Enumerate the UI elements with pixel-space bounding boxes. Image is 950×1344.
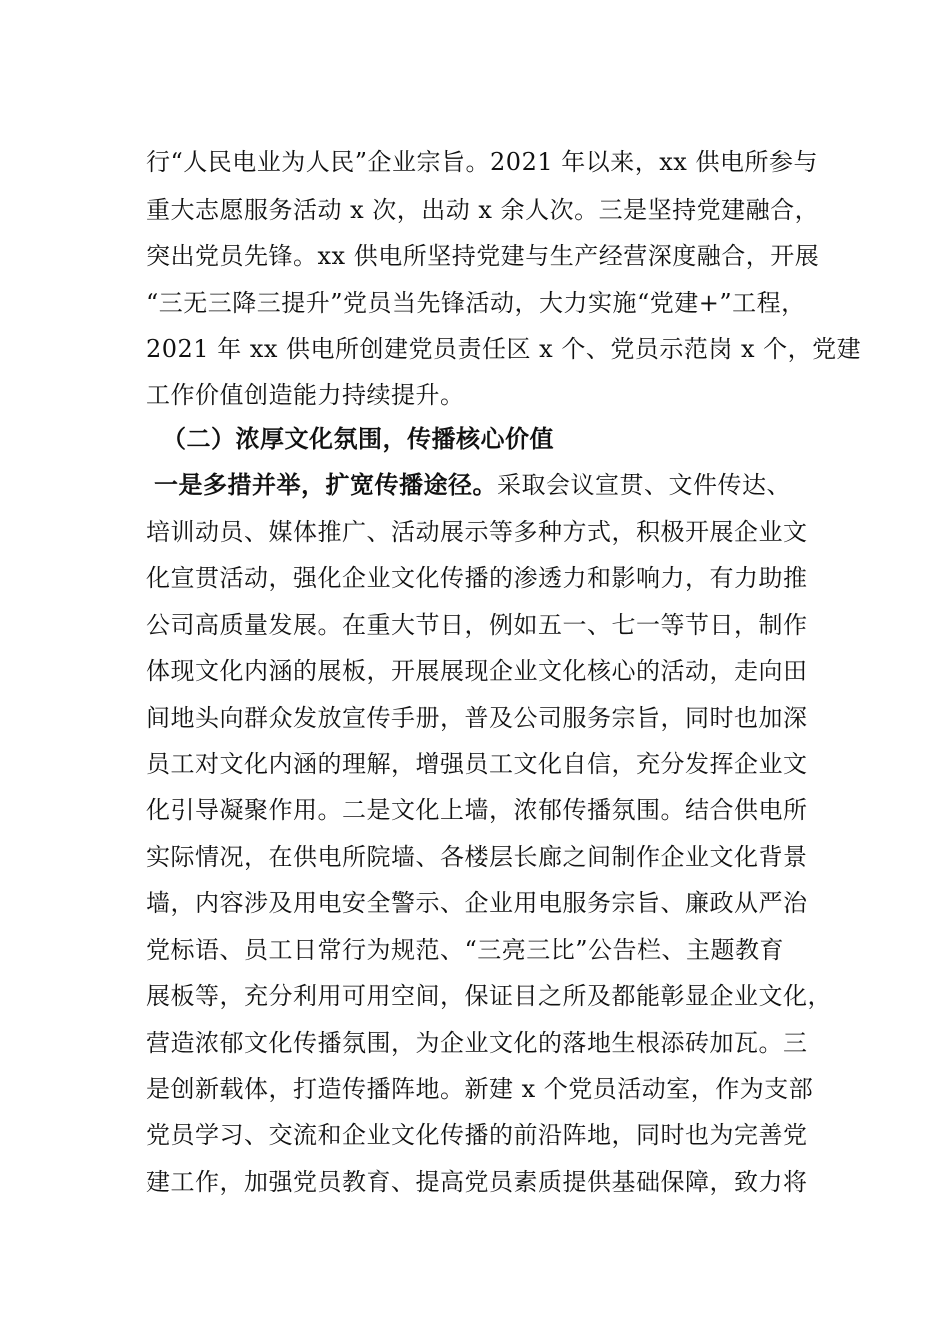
paragraph-line: 实际情况，在供电所院墙、各楼层长廊之间制作企业文化背景: [146, 843, 808, 871]
paragraph-first-line: [154, 470, 950, 500]
paragraph-line: 营造浓郁文化传播氛围，为企业文化的落地生根添砖加瓦。三: [146, 1029, 808, 1057]
paragraph-line: 展板等，充分利用可用空间，保证目之所及都能彰显企业文化，: [146, 982, 832, 1010]
paragraph-line: 建工作，加强党员教育、提高党员素质提供基础保障，致力将: [146, 1168, 808, 1196]
paragraph-line: 间地头向群众发放宣传手册，普及公司服务宗旨，同时也加深: [146, 704, 808, 732]
text-line-2: 重大志愿服务活动 x 次，出动 x 余人次。三是坚持党建融合，: [146, 196, 820, 224]
paragraph-line: 公司高质量发展。在重大节日，例如五一、七一等节日，制作: [146, 611, 808, 639]
paragraph-line: 培训动员、媒体推广、活动展示等多种方式，积极开展企业文: [146, 518, 808, 546]
paragraph-line: 体现文化内涵的展板，开展展现企业文化核心的活动，走向田: [146, 657, 808, 685]
paragraph-first-rest: 采取会议宣贯、文件传达、: [497, 471, 791, 499]
text-line-3: 突出党员先锋。xx 供电所坚持党建与生产经营深度融合，开展: [146, 242, 820, 270]
text-line-5: 2021 年 xx 供电所创建党员责任区 x 个、党员示范岗 x 个，党建: [146, 335, 862, 363]
paragraph-line: 党员学习、交流和企业文化传播的前沿阵地，同时也为完善党: [146, 1121, 808, 1149]
paragraph-line: 员工对文化内涵的理解，增强员工文化自信，充分发挥企业文: [146, 750, 808, 778]
paragraph-line: 是创新载体，打造传播阵地。新建 x 个党员活动室，作为支部: [146, 1075, 814, 1103]
text-line-4: “三无三降三提升”党员当先锋活动，大力实施“党建+”工程，: [146, 289, 806, 317]
paragraph-lead: 一是多措并举，扩宽传播途径。: [154, 470, 497, 499]
paragraph-line: 墙，内容涉及用电安全警示、企业用电服务宗旨、廉政从严治: [146, 889, 808, 917]
paragraph-line: 党标语、员工日常行为规范、“三亮三比”公告栏、主题教育: [146, 936, 785, 964]
section-heading: （二）浓厚文化氛围，传播核心价值: [162, 424, 554, 453]
text-line-1: 行“人民电业为人民”企业宗旨。2021 年以来，xx 供电所参与: [146, 148, 818, 176]
paragraph-line: 化宣贯活动，强化企业文化传播的渗透力和影响力，有力助推: [146, 564, 808, 592]
text-line-6: 工作价值创造能力持续提升。: [146, 381, 465, 409]
paragraph-line: 化引导凝聚作用。二是文化上墙，浓郁传播氛围。结合供电所: [146, 796, 808, 824]
